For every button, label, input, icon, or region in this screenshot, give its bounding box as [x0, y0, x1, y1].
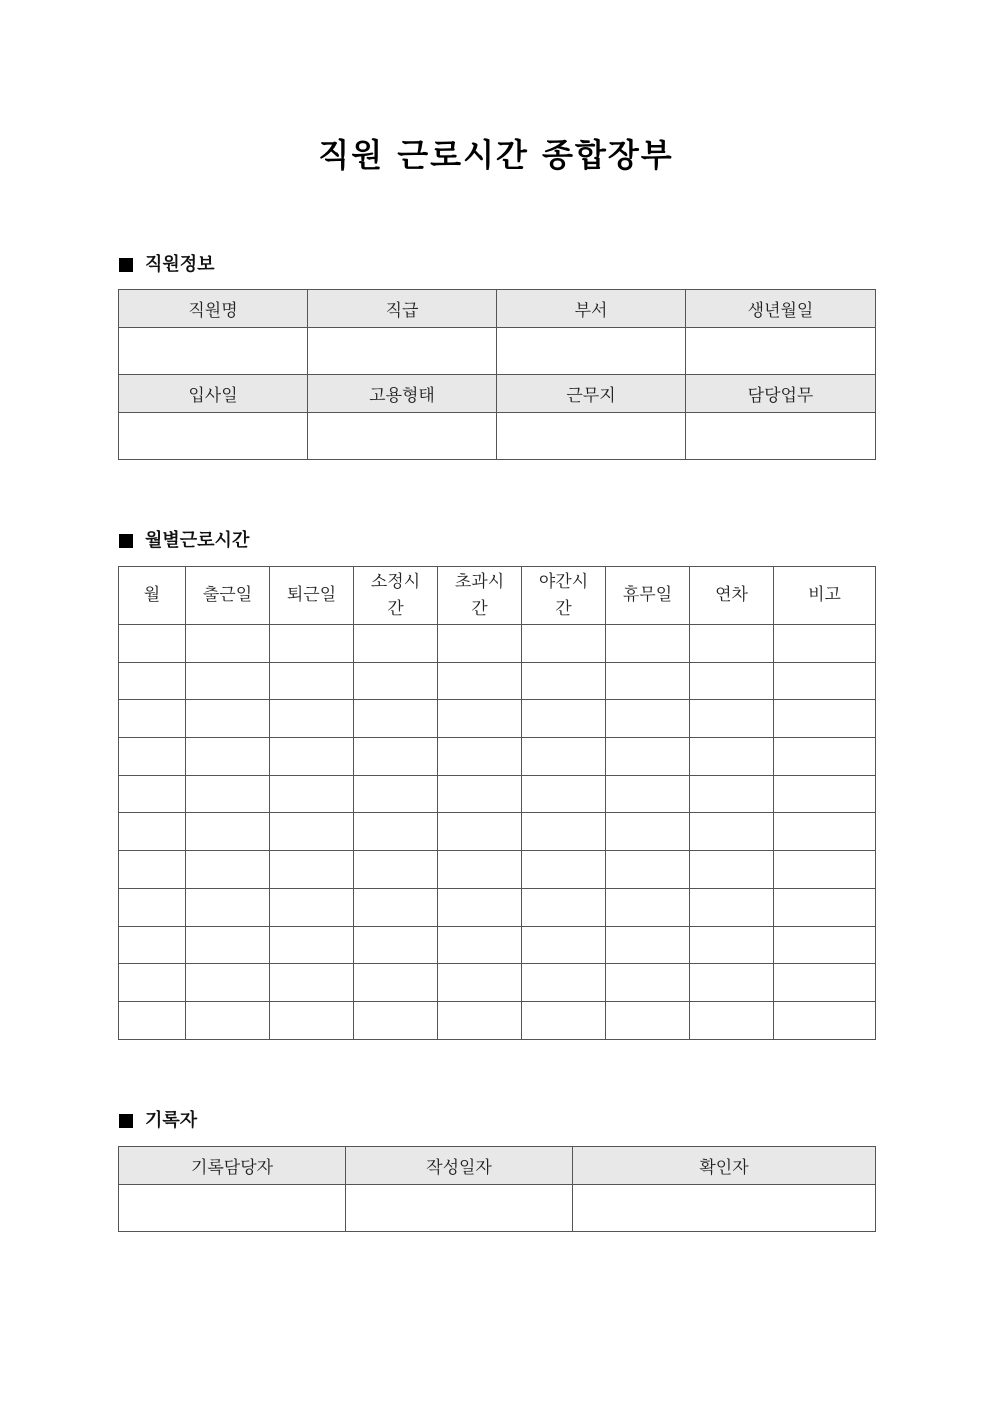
monthly-cell-days-off: [606, 813, 690, 851]
monthly-cell-month: [119, 813, 186, 851]
monthly-cell-month: [119, 700, 186, 738]
monthly-cell-check-in-days: [186, 926, 270, 964]
monthly-cell-days-off: [606, 700, 690, 738]
header-label: 연차: [715, 585, 748, 605]
value-employee-name: [119, 328, 308, 375]
monthly-cell-remarks: [774, 851, 876, 889]
section-heading-monthly-hours: [119, 530, 249, 552]
monthly-cell-annual-leave: [690, 813, 774, 851]
header-label: 초과시간: [454, 571, 505, 619]
header-label: 출근일: [202, 585, 253, 605]
monthly-cell-days-off: [606, 926, 690, 964]
header-position: 직급: [308, 290, 497, 328]
monthly-cell-night-hours: [522, 964, 606, 1002]
header-duties: 담당업무: [686, 375, 876, 413]
value-employment-type: [308, 413, 497, 460]
monthly-cell-check-in-days: [186, 888, 270, 926]
monthly-cell-remarks: [774, 1001, 876, 1039]
monthly-cell-days-off: [606, 888, 690, 926]
recorder-value-row: [119, 1185, 876, 1232]
monthly-cell-check-in-days: [186, 775, 270, 813]
monthly-cell-check-out-days: [270, 662, 354, 700]
monthly-cell-month: [119, 926, 186, 964]
monthly-cell-scheduled-hours: [354, 1001, 438, 1039]
monthly-cell-scheduled-hours: [354, 775, 438, 813]
monthly-header-row: [119, 567, 876, 625]
monthly-cell-month: [119, 738, 186, 776]
employee-value-row: [119, 328, 876, 375]
monthly-cell-overtime-hours: [438, 625, 522, 663]
monthly-cell-scheduled-hours: [354, 926, 438, 964]
monthly-cell-night-hours: [522, 700, 606, 738]
header-annual-leave: [690, 567, 774, 625]
monthly-cell-annual-leave: [690, 625, 774, 663]
employee-header-row: [119, 375, 876, 413]
monthly-cell-check-in-days: [186, 813, 270, 851]
header-label: 월: [143, 585, 161, 605]
header-employment-type: 고용형태: [308, 375, 497, 413]
header-label: 휴무일: [622, 585, 673, 605]
monthly-cell-check-in-days: [186, 625, 270, 663]
monthly-cell-annual-leave: [690, 926, 774, 964]
monthly-cell-check-in-days: [186, 1001, 270, 1039]
recorder-header-row: [119, 1147, 876, 1185]
monthly-cell-days-off: [606, 662, 690, 700]
monthly-row: [119, 738, 876, 776]
monthly-cell-check-out-days: [270, 700, 354, 738]
monthly-cell-scheduled-hours: [354, 813, 438, 851]
monthly-cell-scheduled-hours: [354, 851, 438, 889]
monthly-cell-scheduled-hours: [354, 625, 438, 663]
header-label: 야간시간: [538, 571, 589, 619]
monthly-cell-check-out-days: [270, 738, 354, 776]
monthly-cell-overtime-hours: [438, 700, 522, 738]
section-heading-recorder: [119, 1110, 197, 1132]
monthly-cell-night-hours: [522, 775, 606, 813]
header-recorder-in-charge: 기록담당자: [119, 1147, 346, 1185]
section-heading-employee-info: [119, 254, 215, 276]
monthly-cell-check-out-days: [270, 851, 354, 889]
monthly-cell-annual-leave: [690, 964, 774, 1002]
monthly-cell-days-off: [606, 738, 690, 776]
monthly-cell-month: [119, 888, 186, 926]
monthly-cell-days-off: [606, 851, 690, 889]
header-label: 비고: [808, 585, 841, 605]
monthly-row: [119, 964, 876, 1002]
square-bullet-icon: [119, 534, 133, 548]
monthly-cell-remarks: [774, 926, 876, 964]
monthly-row: [119, 888, 876, 926]
monthly-cell-night-hours: [522, 888, 606, 926]
monthly-cell-check-out-days: [270, 813, 354, 851]
value-duties: [686, 413, 876, 460]
monthly-cell-check-out-days: [270, 625, 354, 663]
monthly-row: [119, 1001, 876, 1039]
monthly-cell-check-in-days: [186, 964, 270, 1002]
value-hire-date: [119, 413, 308, 460]
monthly-cell-overtime-hours: [438, 851, 522, 889]
header-remarks: [774, 567, 876, 625]
monthly-cell-month: [119, 662, 186, 700]
header-check-in-days: [186, 567, 270, 625]
header-check-out-days: [270, 567, 354, 625]
value-position: [308, 328, 497, 375]
square-bullet-icon: [119, 258, 133, 272]
monthly-cell-scheduled-hours: [354, 662, 438, 700]
monthly-row: [119, 700, 876, 738]
value-confirmed-by: [573, 1185, 876, 1232]
employee-value-row: [119, 413, 876, 460]
document-title: 직원 근로시간 종합장부: [318, 136, 674, 174]
value-written-date: [346, 1185, 573, 1232]
monthly-cell-month: [119, 964, 186, 1002]
monthly-row: [119, 625, 876, 663]
header-department: 부서: [497, 290, 686, 328]
header-hire-date: 입사일: [119, 375, 308, 413]
value-recorder-in-charge: [119, 1185, 346, 1232]
monthly-cell-overtime-hours: [438, 888, 522, 926]
monthly-cell-overtime-hours: [438, 964, 522, 1002]
monthly-row: [119, 926, 876, 964]
monthly-cell-overtime-hours: [438, 813, 522, 851]
monthly-hours-table: [118, 566, 876, 1040]
value-birth-date: [686, 328, 876, 375]
monthly-cell-remarks: [774, 625, 876, 663]
monthly-cell-night-hours: [522, 813, 606, 851]
monthly-cell-remarks: [774, 700, 876, 738]
monthly-cell-overtime-hours: [438, 775, 522, 813]
monthly-cell-check-out-days: [270, 964, 354, 1002]
header-written-date: 작성일자: [346, 1147, 573, 1185]
monthly-row: [119, 775, 876, 813]
header-month: [119, 567, 186, 625]
monthly-cell-overtime-hours: [438, 926, 522, 964]
monthly-cell-check-in-days: [186, 738, 270, 776]
employee-info-table: [118, 289, 876, 460]
monthly-cell-overtime-hours: [438, 738, 522, 776]
monthly-cell-days-off: [606, 1001, 690, 1039]
header-label: 소정시간: [370, 571, 421, 619]
section-heading-label: 직원정보: [145, 254, 215, 275]
square-bullet-icon: [119, 1114, 133, 1128]
monthly-cell-month: [119, 775, 186, 813]
monthly-cell-check-out-days: [270, 775, 354, 813]
monthly-cell-days-off: [606, 625, 690, 663]
monthly-cell-month: [119, 851, 186, 889]
monthly-cell-check-in-days: [186, 851, 270, 889]
monthly-cell-month: [119, 1001, 186, 1039]
monthly-cell-remarks: [774, 662, 876, 700]
monthly-cell-scheduled-hours: [354, 700, 438, 738]
monthly-cell-scheduled-hours: [354, 964, 438, 1002]
monthly-hours-body: [119, 625, 876, 1040]
monthly-cell-annual-leave: [690, 888, 774, 926]
header-birth-date: 생년월일: [686, 290, 876, 328]
monthly-cell-check-in-days: [186, 662, 270, 700]
section-heading-label: 기록자: [145, 1110, 198, 1131]
monthly-cell-night-hours: [522, 851, 606, 889]
monthly-cell-annual-leave: [690, 851, 774, 889]
monthly-cell-check-out-days: [270, 1001, 354, 1039]
monthly-cell-scheduled-hours: [354, 738, 438, 776]
header-overtime-hours: [438, 567, 522, 625]
monthly-cell-annual-leave: [690, 738, 774, 776]
monthly-row: [119, 813, 876, 851]
monthly-cell-remarks: [774, 888, 876, 926]
monthly-cell-check-out-days: [270, 888, 354, 926]
header-night-hours: [522, 567, 606, 625]
header-scheduled-hours: [354, 567, 438, 625]
header-label: 퇴근일: [286, 585, 337, 605]
monthly-cell-annual-leave: [690, 662, 774, 700]
recorder-table: [118, 1146, 876, 1232]
monthly-row: [119, 662, 876, 700]
monthly-cell-annual-leave: [690, 775, 774, 813]
monthly-cell-remarks: [774, 738, 876, 776]
header-employee-name: 직원명: [119, 290, 308, 328]
monthly-row: [119, 851, 876, 889]
monthly-cell-remarks: [774, 813, 876, 851]
monthly-cell-check-in-days: [186, 700, 270, 738]
monthly-cell-night-hours: [522, 662, 606, 700]
monthly-cell-month: [119, 625, 186, 663]
monthly-cell-night-hours: [522, 625, 606, 663]
monthly-cell-days-off: [606, 964, 690, 1002]
monthly-cell-remarks: [774, 775, 876, 813]
monthly-cell-scheduled-hours: [354, 888, 438, 926]
section-heading-label: 월별근로시간: [145, 530, 250, 551]
monthly-cell-overtime-hours: [438, 662, 522, 700]
value-department: [497, 328, 686, 375]
header-days-off: [606, 567, 690, 625]
employee-header-row: [119, 290, 876, 328]
monthly-cell-annual-leave: [690, 1001, 774, 1039]
monthly-cell-night-hours: [522, 1001, 606, 1039]
monthly-cell-night-hours: [522, 926, 606, 964]
header-work-location: 근무지: [497, 375, 686, 413]
monthly-cell-days-off: [606, 775, 690, 813]
monthly-cell-remarks: [774, 964, 876, 1002]
monthly-cell-overtime-hours: [438, 1001, 522, 1039]
monthly-cell-night-hours: [522, 738, 606, 776]
monthly-cell-annual-leave: [690, 700, 774, 738]
value-work-location: [497, 413, 686, 460]
header-confirmed-by: 확인자: [573, 1147, 876, 1185]
monthly-cell-check-out-days: [270, 926, 354, 964]
